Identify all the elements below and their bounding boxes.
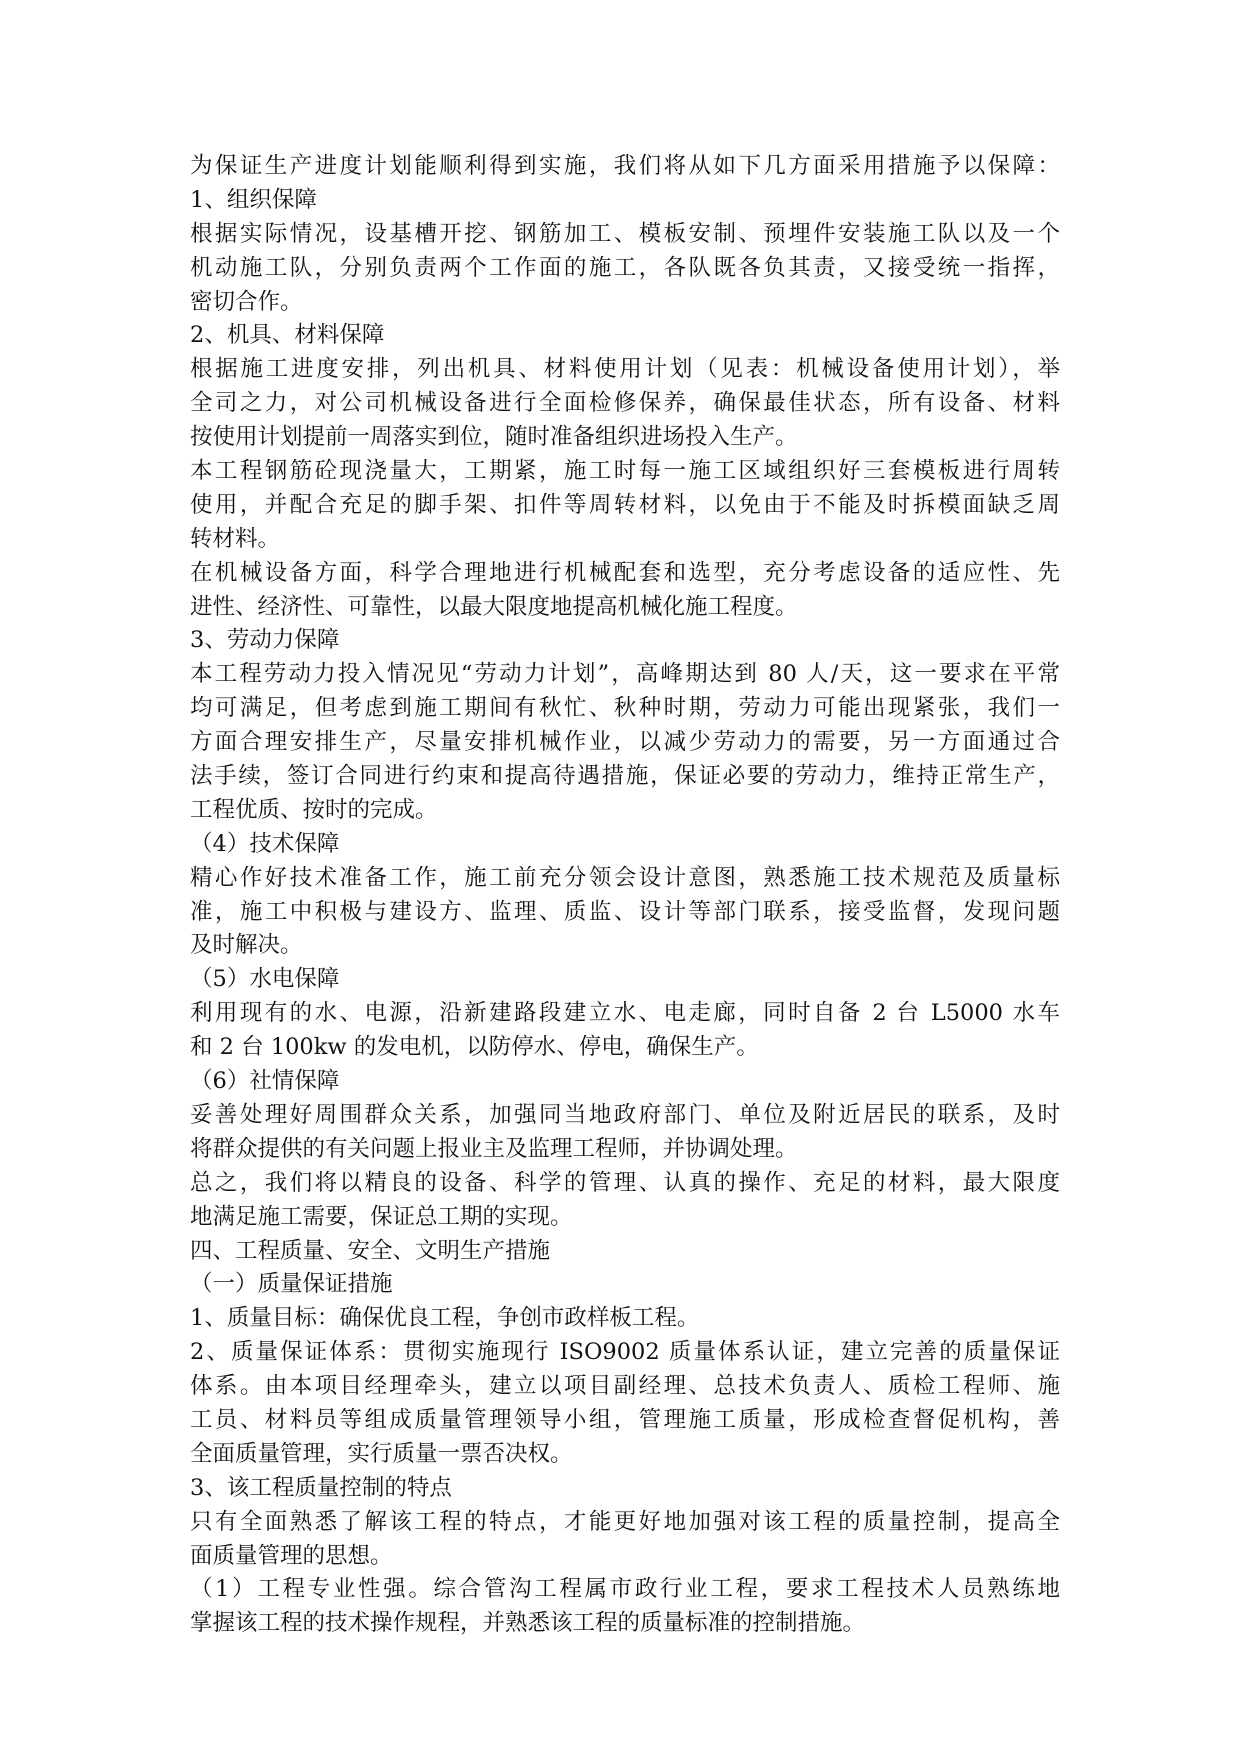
text-line: 进性、经济性、可靠性，以最大限度地提高机械化施工程度。 xyxy=(190,593,798,620)
text-line: 工程优质、按时的完成。 xyxy=(190,796,438,823)
text-line: 1、组织保障 xyxy=(190,186,317,213)
text-line: 工员、材料员等组成质量管理领导小组，管理施工质量，形成检查督促机构，善 xyxy=(190,1406,1060,1433)
text-line: 3、该工程质量控制的特点 xyxy=(190,1474,452,1501)
text-line: 转材料。 xyxy=(190,525,281,552)
text-line: 本工程钢筋砼现浇量大，工期紧，施工时每一施工区域组织好三套模板进行周转 xyxy=(190,458,1060,485)
text-line: 使用，并配合充足的脚手架、扣件等周转材料，以免由于不能及时拆模面缺乏周 xyxy=(190,491,1060,518)
text-line: 和 2 台 100kw 的发电机，以防停水、停电，确保生产。 xyxy=(190,1034,759,1061)
text-line: 总之，我们将以精良的设备、科学的管理、认真的操作、充足的材料，最大限度 xyxy=(190,1169,1060,1196)
text-line: 地满足施工需要，保证总工期的实现。 xyxy=(190,1203,573,1230)
text-line: 精心作好技术准备工作，施工前充分领会设计意图，熟悉施工技术规范及质量标 xyxy=(190,864,1060,891)
text-line: 四、工程质量、安全、文明生产措施 xyxy=(190,1237,551,1264)
text-line: （1）工程专业性强。综合管沟工程属市政行业工程，要求工程技术人员熟练地 xyxy=(190,1576,1060,1603)
text-line: （一）质量保证措施 xyxy=(190,1271,393,1298)
text-line: 只有全面熟悉了解该工程的特点，才能更好地加强对该工程的质量控制，提高全 xyxy=(190,1508,1060,1535)
text-line: 均可满足，但考虑到施工期间有秋忙、秋种时期，劳动力可能出现紧张，我们一 xyxy=(190,695,1060,722)
text-line: 全面质量管理，实行质量一票否决权。 xyxy=(190,1440,573,1467)
text-line: （4）技术保障 xyxy=(190,830,340,857)
text-line: 方面合理安排生产，尽量安排机械作业，以减少劳动力的需要，另一方面通过合 xyxy=(190,729,1060,756)
text-line: 2、质量保证体系：贯彻实施现行 ISO9002 质量体系认证，建立完善的质量保证 xyxy=(190,1339,1060,1366)
text-line: 在机械设备方面，科学合理地进行机械配套和选型，充分考虑设备的适应性、先 xyxy=(190,559,1060,586)
text-line: 为保证生产进度计划能顺利得到实施，我们将从如下几方面采用措施予以保障： xyxy=(190,153,1060,179)
text-line: 机动施工队，分别负责两个工作面的施工，各队既各负其责，又接受统一指挥， xyxy=(190,254,1060,281)
text-line: 妥善处理好周围群众关系，加强同当地政府部门、单位及附近居民的联系，及时 xyxy=(190,1101,1060,1128)
text-line: （6）社情保障 xyxy=(190,1068,340,1095)
document-page xyxy=(190,150,1060,1641)
text-line: 体系。由本项目经理牵头，建立以项目副经理、总技术负责人、质检工程师、施 xyxy=(190,1373,1060,1400)
text-line: 3、劳动力保障 xyxy=(190,627,340,654)
text-line: 及时解决。 xyxy=(190,932,303,959)
text-line: 全司之力，对公司机械设备进行全面检修保养，确保最佳状态，所有设备、材料 xyxy=(190,390,1060,417)
text-line: 本工程劳动力投入情况见“劳动力计划”，高峰期达到 80 人/天，这一要求在平常 xyxy=(190,661,1060,688)
text-line: 1、质量目标：确保优良工程，争创市政样板工程。 xyxy=(190,1305,700,1332)
text-line: 根据实际情况，设基槽开挖、钢筋加工、模板安制、预埋件安装施工队以及一个 xyxy=(190,220,1060,247)
text-line: 准，施工中积极与建设方、监理、质监、设计等部门联系，接受监督，发现问题 xyxy=(190,898,1060,925)
text-line: 掌握该工程的技术操作规程，并熟悉该工程的质量标准的控制措施。 xyxy=(190,1610,866,1637)
text-line: 密切合作。 xyxy=(190,288,303,315)
text-line: （5）水电保障 xyxy=(190,966,340,993)
text-line: 2、机具、材料保障 xyxy=(190,322,385,349)
text-line: 根据施工进度安排，列出机具、材料使用计划（见表：机械设备使用计划），举 xyxy=(190,356,1060,383)
text-line: 按使用计划提前一周落实到位，随时准备组织进场投入生产。 xyxy=(190,424,798,451)
text-line: 面质量管理的思想。 xyxy=(190,1542,393,1569)
text-line: 将群众提供的有关问题上报业主及监理工程师，并协调处理。 xyxy=(190,1135,798,1162)
text-line: 法手续，签订合同进行约束和提高待遇措施，保证必要的劳动力，维持正常生产， xyxy=(190,763,1060,790)
text-line: 利用现有的水、电源，沿新建路段建立水、电走廊，同时自备 2 台 L5000 水车 xyxy=(190,1000,1060,1027)
